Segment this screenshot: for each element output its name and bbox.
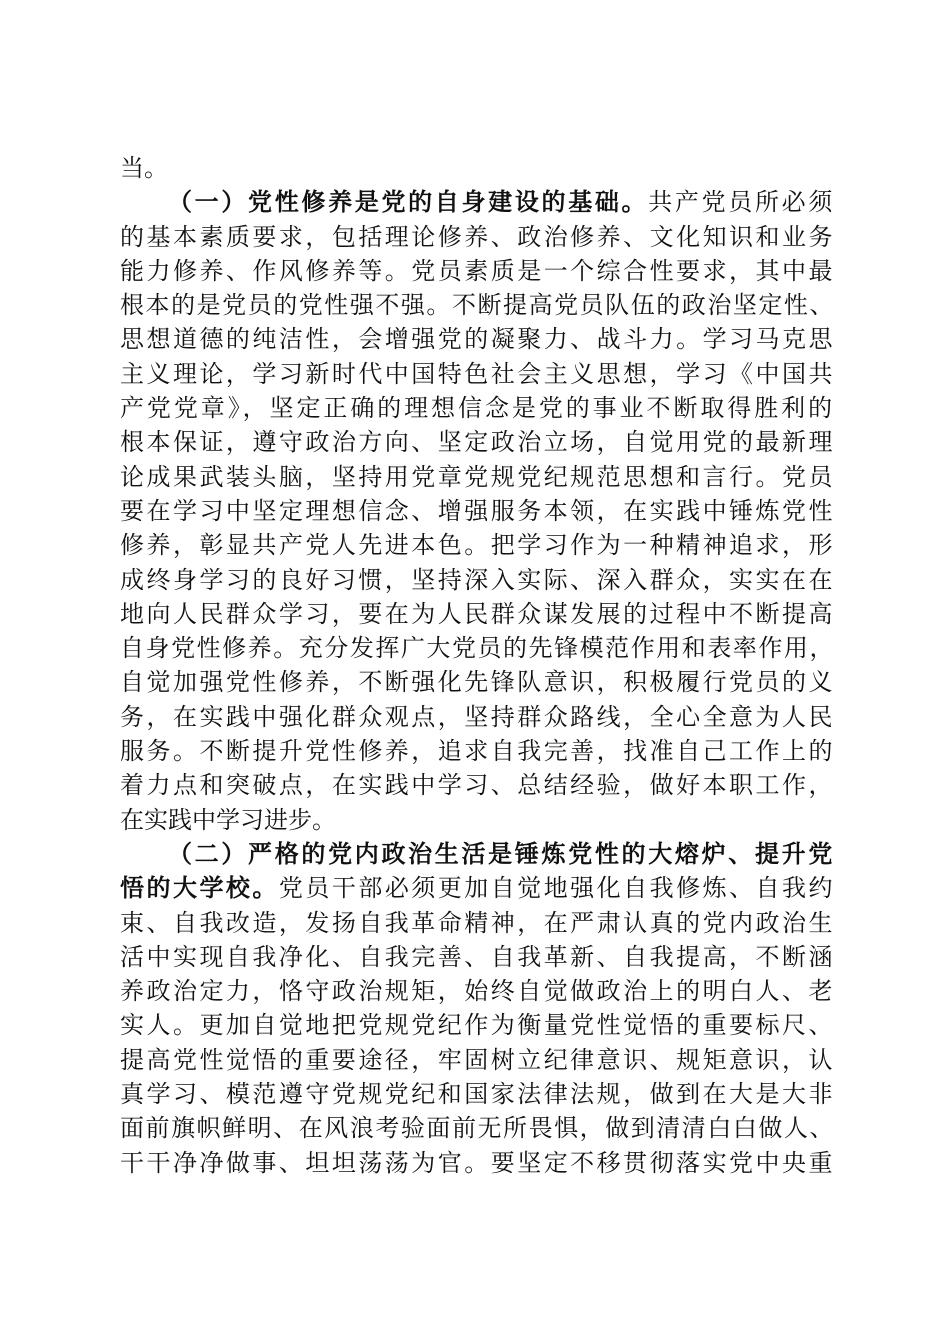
body-text-segment: 根本保证，遵守政治方向、坚定政治立场，自觉用党的最新理: [120, 428, 835, 457]
body-text-segment: 修养，彰显共产党人先进本色。把学习作为一种精神追求，形: [120, 531, 835, 560]
text-line: [120, 631, 835, 665]
text-line: [120, 768, 835, 802]
body-text-segment: 主义理论，学习新时代中国特色社会主义思想，学习《中国共: [120, 359, 835, 388]
text-line: [120, 974, 835, 1008]
body-text-segment: 提高党性觉悟的重要途径，牢固树立纪律意识、规矩意识，认: [120, 1045, 835, 1074]
body-text-segment: 共产党员所必须: [648, 188, 836, 217]
text-line: [120, 357, 835, 391]
text-line: [120, 871, 835, 905]
text-line: [120, 288, 835, 322]
body-text-segment: 养政治定力，恪守政治规矩，始终自觉做政治上的明白人、老: [120, 977, 835, 1006]
body-text-segment: 在实践中学习进步。: [120, 805, 336, 834]
body-text-segment: 思想道德的纯洁性，会增强党的凝聚力、战斗力。学习马克思: [120, 325, 835, 354]
body-text-segment: 要在学习中坚定理想信念、增强服务本领，在实践中锤炼党性: [120, 496, 835, 525]
text-line: [120, 1077, 835, 1111]
body-text-segment: 根本的是党员的党性强不强。不断提高党员队伍的政治坚定性、: [120, 291, 836, 320]
bold-heading-text: （二）严格的党内政治生活是锤炼党性的大熔炉、提升党: [168, 838, 835, 868]
text-line: [120, 563, 835, 597]
text-line: [120, 322, 835, 356]
text-line: [120, 151, 835, 185]
text-line: [120, 700, 835, 734]
bold-heading-text: （一）党性修养是党的自身建设的基础。: [168, 187, 649, 217]
text-line: [120, 906, 835, 940]
text-line: [120, 734, 835, 768]
text-line: [120, 1043, 835, 1077]
body-text-segment: 束、自我改造，发扬自我革命精神，在严肃认真的党内政治生: [120, 908, 835, 937]
text-line: [120, 665, 835, 699]
text-line: [120, 391, 835, 425]
bold-heading-text: 悟的大学校。: [120, 873, 279, 903]
body-text: [120, 151, 835, 1180]
text-line: [120, 837, 835, 871]
text-line: [120, 940, 835, 974]
body-text-segment: 产党党章》，坚定正确的理想信念是党的事业不断取得胜利的: [120, 394, 835, 423]
body-text-segment: 活中实现自我净化、自我完善、自我革新、自我提高，不断涵: [120, 942, 835, 971]
body-text-segment: 面前旗帜鲜明、在风浪考验面前无所畏惧，做到清清白白做人、: [120, 1114, 836, 1143]
body-text-segment: 能力修养、作风修养等。党员素质是一个综合性要求，其中最: [120, 256, 835, 285]
body-text-segment: 真学习、模范遵守党规党纪和国家法律法规，做到在大是大非: [120, 1080, 835, 1109]
text-line: [120, 494, 835, 528]
body-text-segment: 自身党性修养。充分发挥广大党员的先锋模范作用和表率作用，: [120, 634, 836, 663]
text-line: [120, 1111, 835, 1145]
body-text-segment: 论成果武装头脑，坚持用党章党规党纪规范思想和言行。党员: [120, 462, 835, 491]
body-text-segment: 地向人民群众学习，要在为人民群众谋发展的过程中不断提高: [120, 599, 835, 628]
body-text-segment: 干干净净做事、坦坦荡荡为官。要坚定不移贯彻落实党中央重: [120, 1148, 835, 1177]
text-line: [120, 1146, 835, 1180]
text-line: [120, 254, 835, 288]
text-line: [120, 597, 835, 631]
text-line: [120, 425, 835, 459]
text-line: [120, 185, 835, 219]
body-text-segment: 着力点和突破点，在实践中学习、总结经验，做好本职工作，: [120, 771, 835, 800]
body-text-segment: 服务。不断提升党性修养，追求自我完善，找准自己工作上的: [120, 737, 835, 766]
body-text-segment: 务，在实践中强化群众观点，坚持群众路线，全心全意为人民: [120, 702, 835, 731]
body-text-segment: 成终身学习的良好习惯，坚持深入实际、深入群众，实实在在: [120, 565, 835, 594]
body-text-segment: 的基本素质要求，包括理论修养、政治修养、文化知识和业务: [120, 222, 835, 251]
text-line: [120, 803, 835, 837]
body-text-segment: 实人。更加自觉地把党规党纪作为衡量党性觉悟的重要标尺、: [120, 1011, 835, 1040]
text-line: [120, 220, 835, 254]
text-line: [120, 528, 835, 562]
body-text-segment: 自觉加强党性修养，不断强化先锋队意识，积极履行党员的义: [120, 668, 835, 697]
text-line: [120, 460, 835, 494]
body-text-segment: 当。: [120, 154, 168, 182]
body-text-segment: 党员干部必须更加自觉地强化自我修炼、自我约: [278, 874, 835, 903]
text-line: [120, 1008, 835, 1042]
